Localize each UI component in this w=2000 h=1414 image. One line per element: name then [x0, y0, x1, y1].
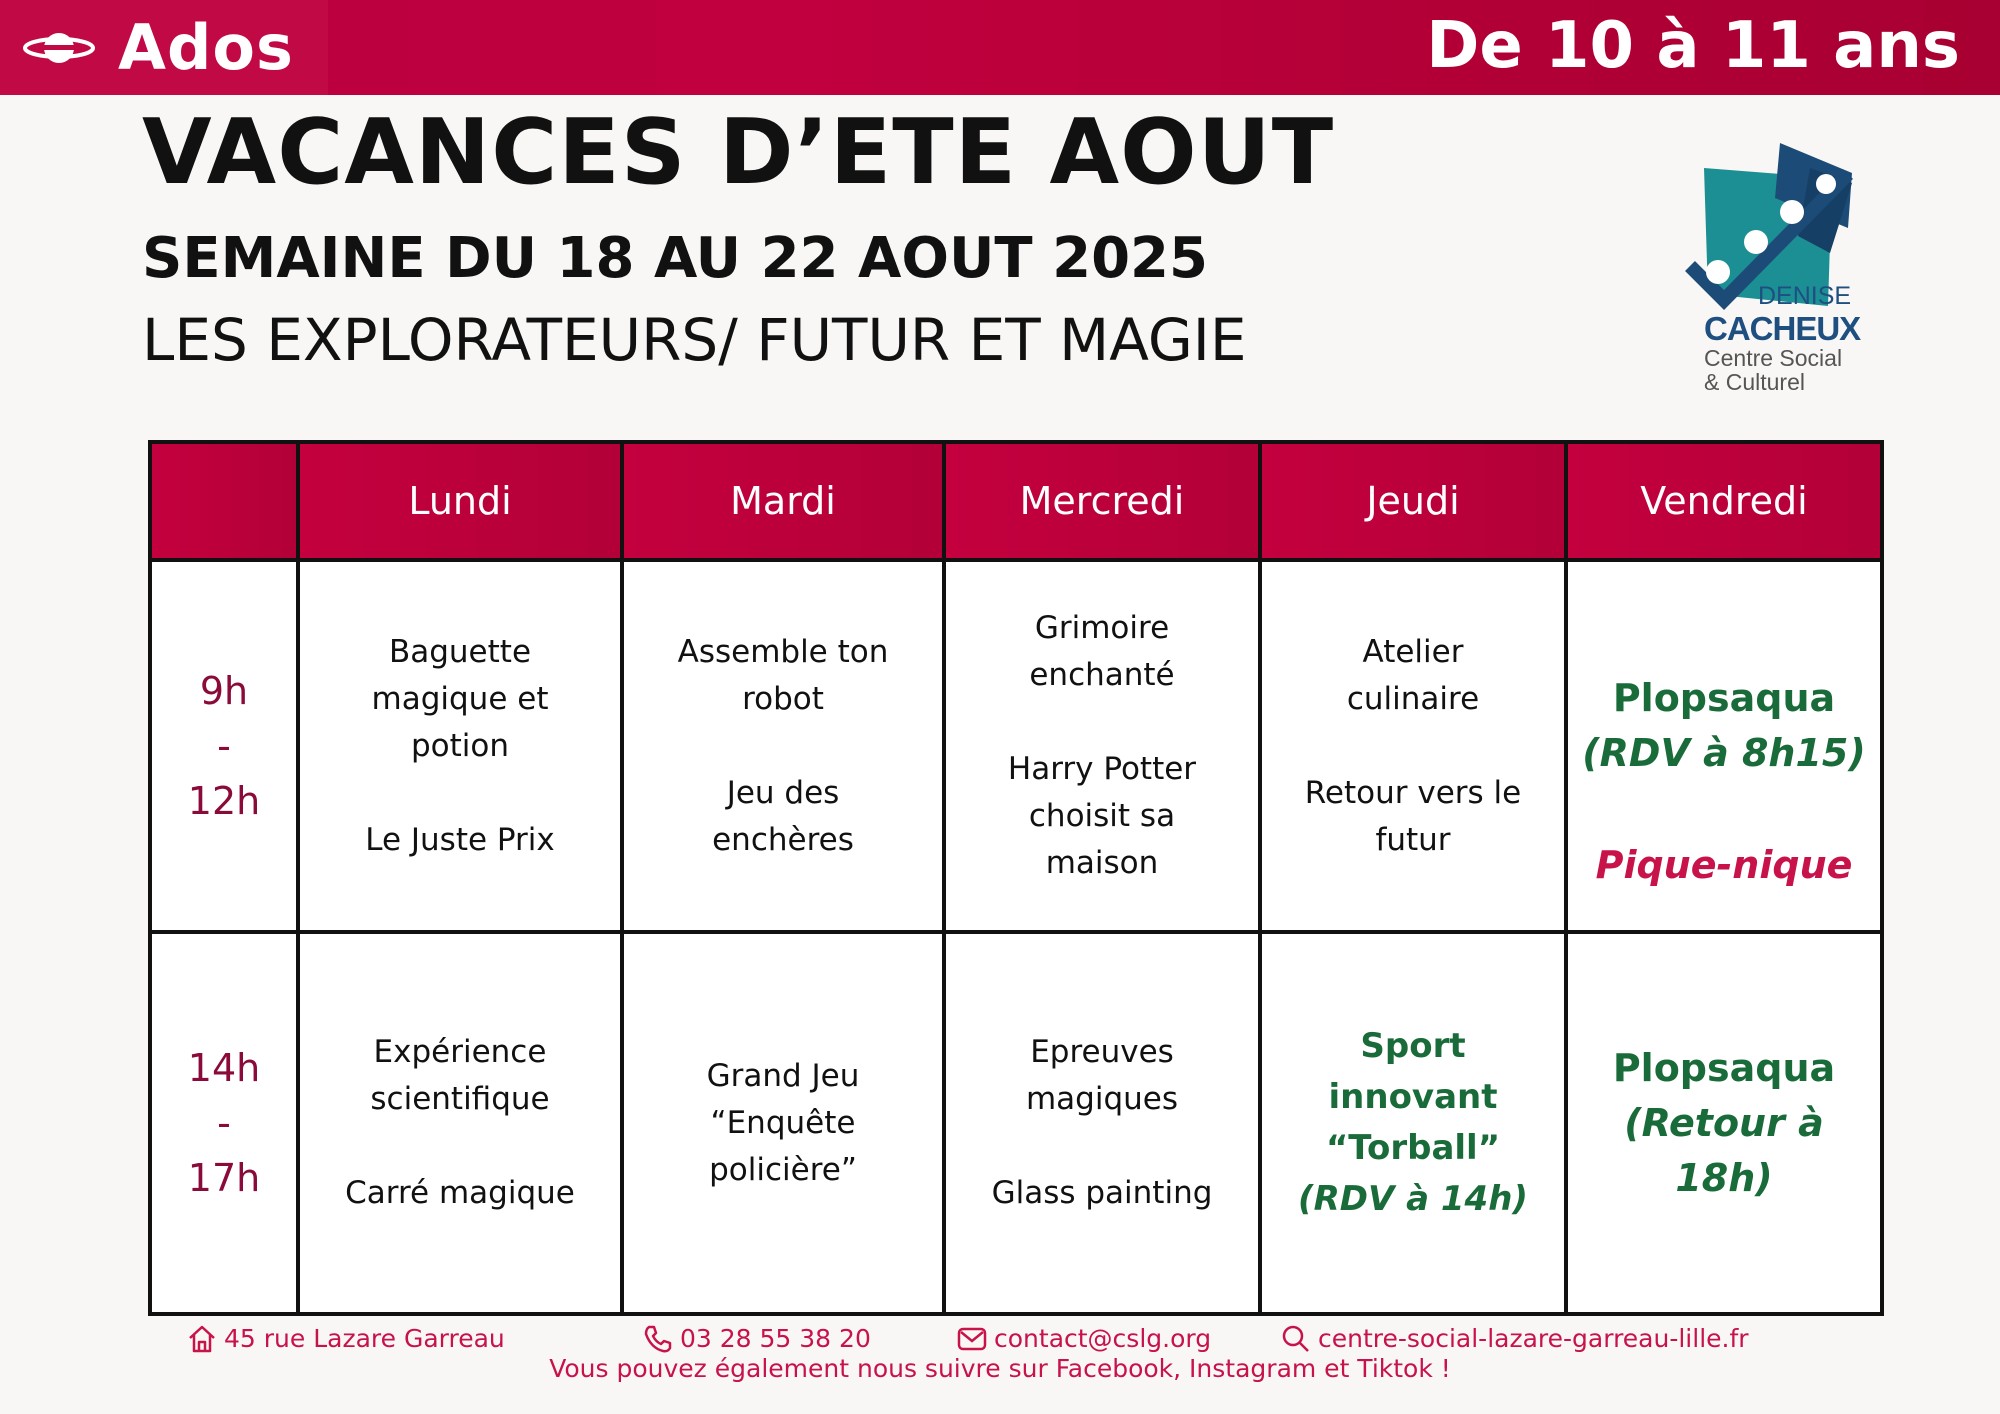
- page-title: VACANCES D’ETE AOUT: [142, 100, 1335, 205]
- outing-return-time: 18h): [1675, 1155, 1773, 1200]
- activity-line: Expérience: [373, 1034, 547, 1070]
- activity-line: choisit sa: [1028, 798, 1176, 834]
- outing-meeting-time: (RDV à 8h15): [1582, 731, 1866, 775]
- activity-line: enchères: [712, 821, 854, 858]
- picnic-note: Pique-nique: [1595, 843, 1853, 887]
- time-afternoon: [152, 934, 300, 1312]
- address-text: 45 rue Lazare Garreau: [224, 1324, 505, 1353]
- activity-line: Glass painting: [991, 1175, 1213, 1211]
- header-lundi: Lundi: [300, 444, 624, 562]
- cell-lundi-afternoon: [300, 934, 624, 1312]
- logo-text-cacheux: CACHEUX: [1704, 310, 1861, 347]
- activity-line: potion: [410, 727, 510, 764]
- activity-line: Grand Jeu: [706, 1057, 860, 1094]
- logo-line-centre-social: Centre Social: [1704, 345, 1843, 371]
- cell-vendredi-morning: [1568, 562, 1880, 934]
- logo-line-culturel: & Culturel: [1704, 369, 1805, 395]
- time-start: 9h: [199, 668, 249, 713]
- email-text: contact@cslg.org: [994, 1324, 1212, 1353]
- outing-place: Plopsaqua: [1612, 1045, 1836, 1090]
- activity-line: Carré magique: [345, 1175, 575, 1211]
- cell-mercredi-afternoon: [946, 934, 1262, 1312]
- cell-jeudi-morning: [1262, 562, 1568, 934]
- phone-icon: [642, 1323, 674, 1355]
- header-corner: [152, 444, 300, 562]
- age-range: De 10 à 11 ans: [1426, 9, 1960, 83]
- activity-meeting-time: (RDV à 14h): [1298, 1179, 1528, 1219]
- activity-line: Harry Potter: [1007, 751, 1197, 787]
- time-sep: -: [217, 1100, 231, 1145]
- top-banner: [0, 0, 2000, 95]
- logo-text-denise: DENISE: [1758, 282, 1852, 310]
- activity-line: magiques: [1025, 1081, 1179, 1117]
- activity-line: “Torball”: [1325, 1128, 1501, 1168]
- social-note: Vous pouvez également nous suivre sur Facebook, Instagram et Tiktok !: [549, 1354, 1451, 1383]
- phone-text: 03 28 55 38 20: [680, 1324, 871, 1353]
- activity-line: maison: [1045, 845, 1159, 881]
- cell-vendredi-afternoon: [1568, 934, 1880, 1312]
- theme-subtitle: LES EXPLORATEURS/ FUTUR ET MAGIE: [142, 306, 1247, 374]
- header-vendredi: Vendredi: [1568, 444, 1880, 562]
- header-mercredi: Mercredi: [946, 444, 1262, 562]
- cell-lundi-morning: [300, 562, 624, 934]
- activity-line: Baguette: [388, 633, 532, 670]
- activity-line: Jeu des: [726, 774, 840, 811]
- activity-line: innovant: [1328, 1077, 1498, 1117]
- cell-mardi-morning: [624, 562, 946, 934]
- activity-line: policière”: [709, 1151, 857, 1188]
- category-tab: [0, 0, 328, 95]
- website-text: centre-social-lazare-garreau-lille.fr: [1318, 1324, 1749, 1353]
- activity-line: magique et: [371, 680, 549, 717]
- activity-line: Assemble ton: [677, 633, 889, 670]
- week-subtitle: SEMAINE DU 18 AU 22 AOUT 2025: [142, 226, 1208, 291]
- cell-jeudi-afternoon: [1262, 934, 1568, 1312]
- activity-line: Le Juste Prix: [365, 821, 555, 858]
- activity-line: enchanté: [1029, 657, 1175, 693]
- schedule-table: [148, 440, 1884, 1316]
- outing-place: Plopsaqua: [1612, 676, 1836, 720]
- activity-line: culinaire: [1346, 680, 1480, 717]
- activity-line: Epreuves: [1030, 1034, 1174, 1070]
- search-icon: [1280, 1323, 1312, 1355]
- time-sep: -: [217, 723, 231, 768]
- activity-line: futur: [1375, 821, 1451, 858]
- planet-icon: [22, 25, 96, 71]
- logo-text-centre: [1704, 346, 1842, 394]
- activity-line: scientifique: [370, 1081, 550, 1117]
- activity-line: Grimoire: [1034, 610, 1170, 646]
- activity-line: Retour vers le: [1304, 774, 1522, 811]
- header-jeudi: Jeudi: [1262, 444, 1568, 562]
- activity-line: Sport: [1360, 1026, 1466, 1066]
- home-icon: [186, 1323, 218, 1355]
- time-end: 12h: [187, 778, 261, 823]
- mail-icon: [956, 1323, 988, 1355]
- activity-line: Atelier: [1362, 633, 1464, 670]
- activity-line: robot: [742, 680, 824, 717]
- time-start: 14h: [187, 1045, 261, 1090]
- header-mardi: Mardi: [624, 444, 946, 562]
- time-end: 17h: [187, 1155, 261, 1200]
- category-label: Ados: [118, 11, 294, 84]
- outing-return: (Retour à: [1624, 1100, 1824, 1145]
- activity-line: “Enquête: [710, 1104, 856, 1141]
- cell-mercredi-morning: [946, 562, 1262, 934]
- time-morning: [152, 562, 300, 934]
- cell-mardi-afternoon: [624, 934, 946, 1312]
